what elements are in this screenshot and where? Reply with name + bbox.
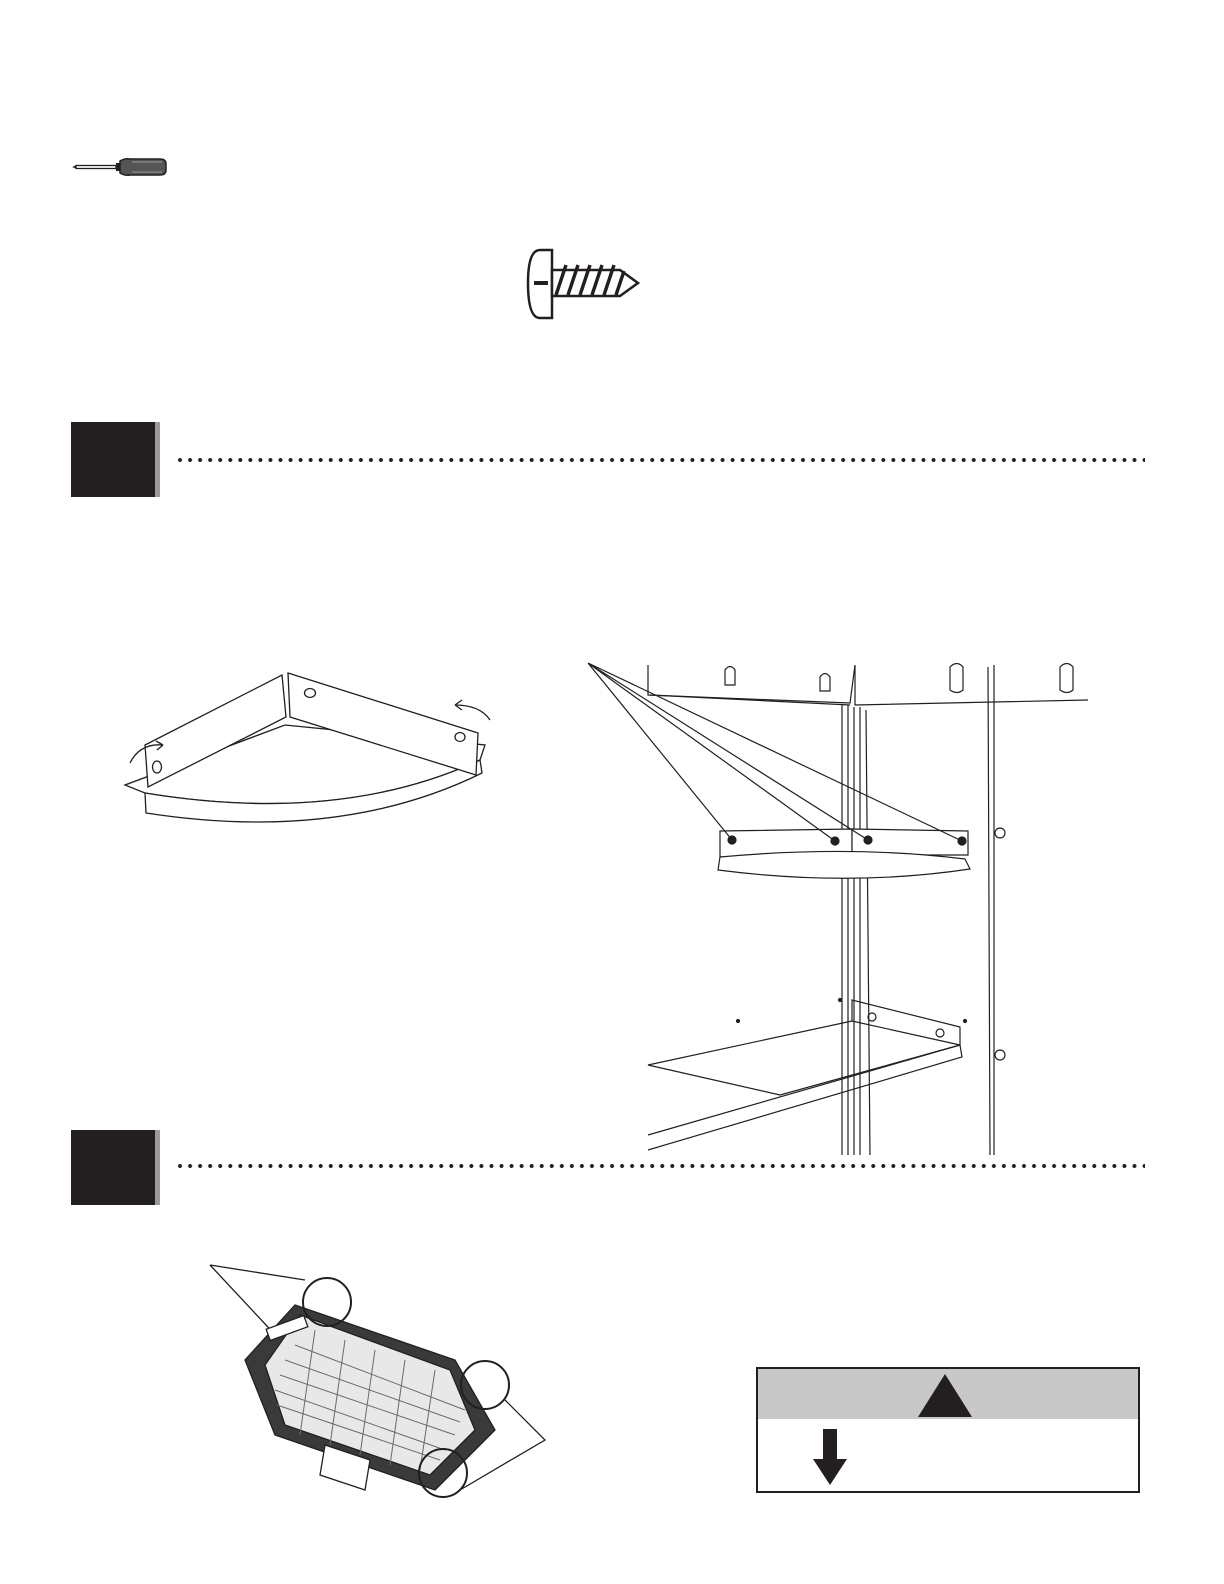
step-2-dotted-divider bbox=[175, 1164, 1145, 1168]
down-arrow-icon bbox=[813, 1429, 847, 1485]
shed-overhead-drawing bbox=[205, 1260, 550, 1500]
warning-panel bbox=[756, 1367, 1140, 1493]
warning-header bbox=[758, 1369, 1138, 1419]
step-1-dotted-divider bbox=[175, 458, 1145, 462]
warning-body bbox=[758, 1419, 1138, 1491]
step-2-number-box bbox=[71, 1130, 155, 1205]
corner-shelf-drawing bbox=[110, 665, 510, 845]
warning-triangle-icon bbox=[918, 1374, 972, 1417]
screwdriver-icon bbox=[70, 155, 170, 180]
shelf-installation-drawing bbox=[580, 655, 1100, 1160]
step-1-number-box bbox=[71, 422, 155, 497]
screw-icon bbox=[520, 245, 645, 325]
